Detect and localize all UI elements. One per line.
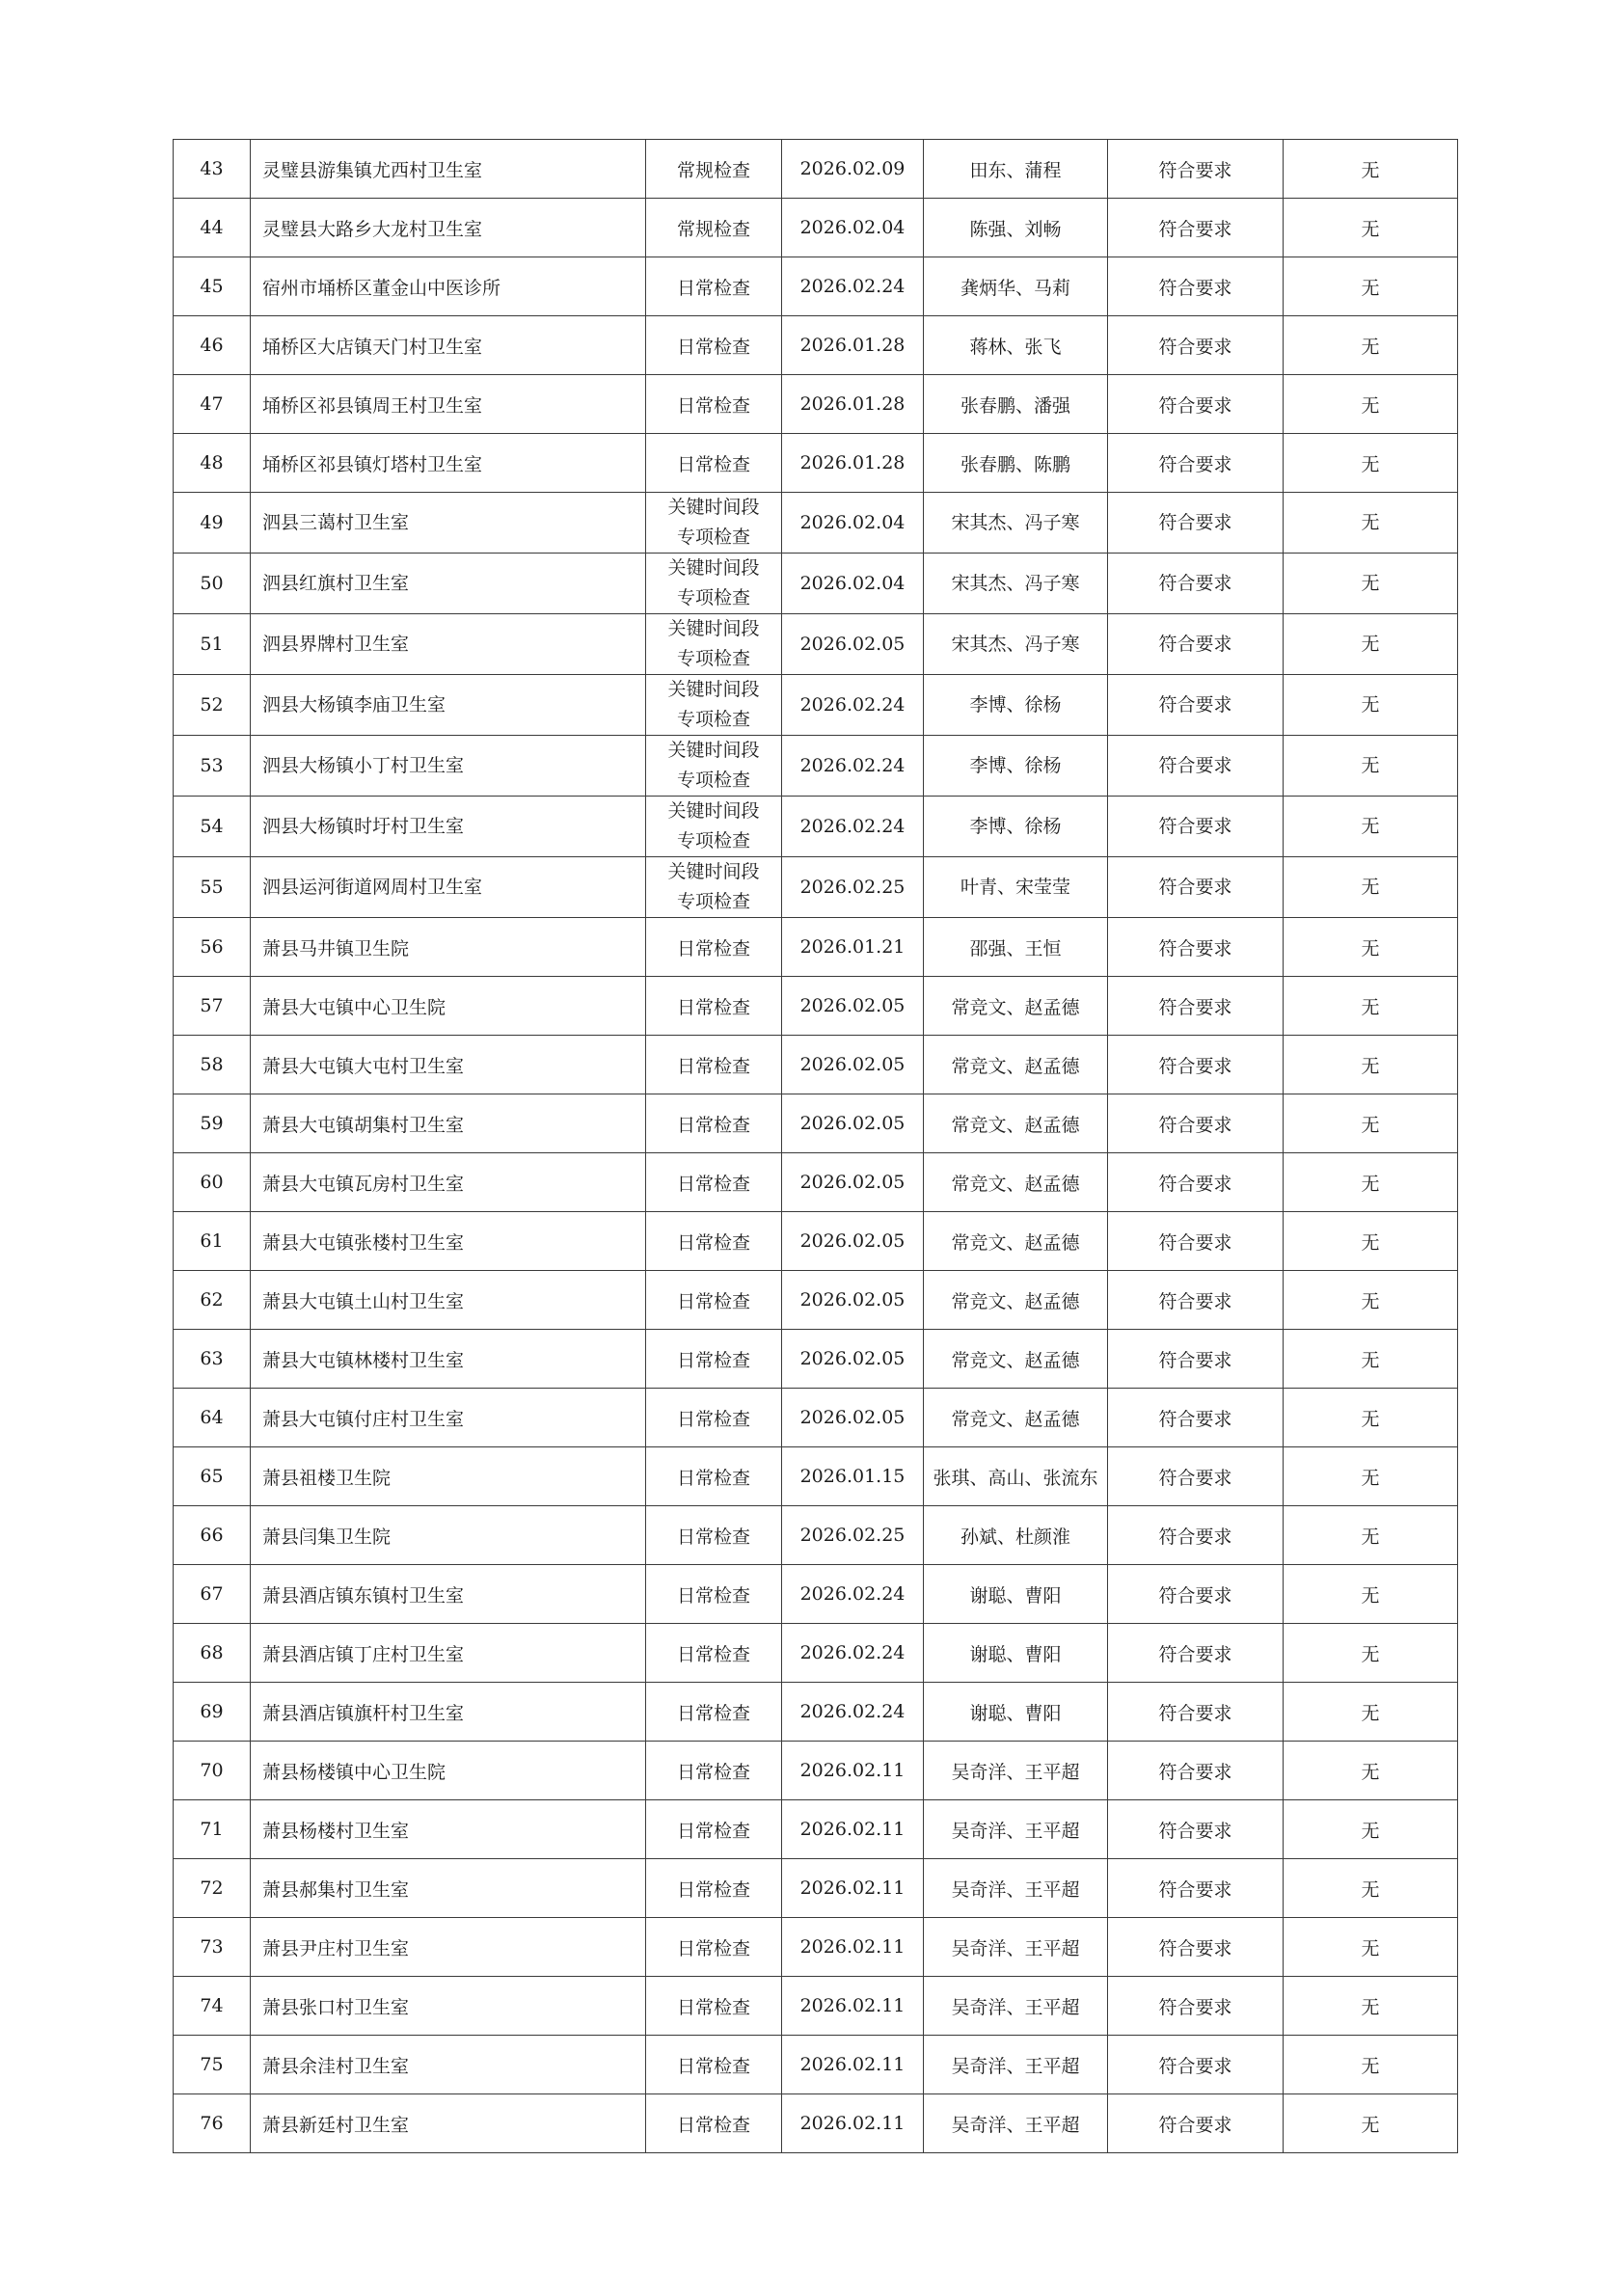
facility-name-cell: 萧县张口村卫生室	[251, 1977, 646, 2036]
inspection-result-cell: 符合要求	[1108, 1330, 1284, 1389]
remark-cell: 无	[1284, 493, 1458, 554]
facility-name-cell: 萧县大屯镇林楼村卫生室	[251, 1330, 646, 1389]
inspection-date-cell: 2026.02.24	[782, 797, 924, 857]
inspection-date-cell: 2026.01.28	[782, 434, 924, 493]
inspection-type-cell: 常规检查	[646, 199, 782, 257]
facility-name-cell: 萧县大屯镇土山村卫生室	[251, 1271, 646, 1330]
inspection-result-cell: 符合要求	[1108, 1271, 1284, 1330]
table-row	[174, 857, 1458, 918]
table-row	[174, 736, 1458, 797]
inspectors-cell: 常竞文、赵孟德	[924, 977, 1108, 1036]
inspection-type-cell: 日常检查	[646, 1565, 782, 1624]
inspection-result-cell: 符合要求	[1108, 1918, 1284, 1977]
row-number-cell: 71	[174, 1800, 251, 1859]
table-row	[174, 977, 1458, 1036]
inspection-result-cell: 符合要求	[1108, 2036, 1284, 2094]
inspection-type-cell: 关键时间段 专项检查	[646, 797, 782, 857]
inspection-type-cell: 日常检查	[646, 977, 782, 1036]
inspection-type-cell: 日常检查	[646, 316, 782, 375]
inspectors-cell: 常竞文、赵孟德	[924, 1153, 1108, 1212]
inspection-type-cell: 关键时间段 专项检查	[646, 675, 782, 736]
inspection-type-cell: 日常检查	[646, 1683, 782, 1742]
inspection-date-cell: 2026.02.11	[782, 2094, 924, 2153]
inspection-date-cell: 2026.02.24	[782, 1624, 924, 1683]
table-row	[174, 1389, 1458, 1447]
facility-name-cell: 萧县酒店镇旗杆村卫生室	[251, 1683, 646, 1742]
inspection-date-cell: 2026.01.15	[782, 1447, 924, 1506]
row-number-cell: 75	[174, 2036, 251, 2094]
facility-name-cell: 萧县大屯镇胡集村卫生室	[251, 1094, 646, 1153]
remark-cell: 无	[1284, 1153, 1458, 1212]
inspection-type-cell: 日常检查	[646, 1330, 782, 1389]
facility-name-cell: 灵璧县游集镇尤西村卫生室	[251, 140, 646, 199]
inspection-date-cell: 2026.02.05	[782, 1094, 924, 1153]
inspection-result-cell: 符合要求	[1108, 316, 1284, 375]
remark-cell: 无	[1284, 1212, 1458, 1271]
inspectors-cell: 常竞文、赵孟德	[924, 1389, 1108, 1447]
remark-cell: 无	[1284, 1330, 1458, 1389]
row-number-cell: 55	[174, 857, 251, 918]
row-number-cell: 72	[174, 1859, 251, 1918]
inspection-date-cell: 2026.02.04	[782, 493, 924, 554]
row-number-cell: 50	[174, 554, 251, 614]
remark-cell: 无	[1284, 1918, 1458, 1977]
facility-name-cell: 埇桥区大店镇天门村卫生室	[251, 316, 646, 375]
table-row	[174, 1036, 1458, 1094]
remark-cell: 无	[1284, 857, 1458, 918]
table-row	[174, 918, 1458, 977]
facility-name-cell: 萧县大屯镇中心卫生院	[251, 977, 646, 1036]
table-row	[174, 1742, 1458, 1800]
table-row	[174, 1683, 1458, 1742]
row-number-cell: 46	[174, 316, 251, 375]
inspectors-cell: 吴奇洋、王平超	[924, 1918, 1108, 1977]
inspection-result-cell: 符合要求	[1108, 977, 1284, 1036]
table-row	[174, 1800, 1458, 1859]
inspection-type-cell: 日常检查	[646, 918, 782, 977]
inspection-date-cell: 2026.01.21	[782, 918, 924, 977]
remark-cell: 无	[1284, 554, 1458, 614]
table-row	[174, 1330, 1458, 1389]
inspection-result-cell: 符合要求	[1108, 1212, 1284, 1271]
inspection-result-cell: 符合要求	[1108, 736, 1284, 797]
table-row	[174, 1212, 1458, 1271]
remark-cell: 无	[1284, 1565, 1458, 1624]
inspection-result-cell: 符合要求	[1108, 675, 1284, 736]
inspection-type-cell: 关键时间段 专项检查	[646, 493, 782, 554]
inspection-date-cell: 2026.02.11	[782, 1859, 924, 1918]
inspection-type-cell: 日常检查	[646, 257, 782, 316]
inspectors-cell: 吴奇洋、王平超	[924, 2094, 1108, 2153]
table-row	[174, 199, 1458, 257]
inspection-date-cell: 2026.02.05	[782, 1036, 924, 1094]
row-number-cell: 56	[174, 918, 251, 977]
facility-name-cell: 泗县大杨镇时圩村卫生室	[251, 797, 646, 857]
table-row	[174, 554, 1458, 614]
row-number-cell: 67	[174, 1565, 251, 1624]
inspectors-cell: 吴奇洋、王平超	[924, 1859, 1108, 1918]
inspectors-cell: 常竞文、赵孟德	[924, 1094, 1108, 1153]
remark-cell: 无	[1284, 1683, 1458, 1742]
inspection-result-cell: 符合要求	[1108, 1506, 1284, 1565]
inspection-type-cell: 日常检查	[646, 1859, 782, 1918]
inspectors-cell: 李博、徐杨	[924, 736, 1108, 797]
facility-name-cell: 萧县杨楼村卫生室	[251, 1800, 646, 1859]
remark-cell: 无	[1284, 199, 1458, 257]
inspection-type-cell: 日常检查	[646, 1918, 782, 1977]
inspectors-cell: 谢聪、曹阳	[924, 1565, 1108, 1624]
row-number-cell: 47	[174, 375, 251, 434]
inspectors-cell: 宋其杰、冯子寒	[924, 493, 1108, 554]
remark-cell: 无	[1284, 1977, 1458, 2036]
row-number-cell: 62	[174, 1271, 251, 1330]
remark-cell: 无	[1284, 1271, 1458, 1330]
remark-cell: 无	[1284, 375, 1458, 434]
inspectors-cell: 张春鹏、陈鹏	[924, 434, 1108, 493]
row-number-cell: 48	[174, 434, 251, 493]
table-row	[174, 375, 1458, 434]
inspection-type-cell: 日常检查	[646, 1094, 782, 1153]
remark-cell: 无	[1284, 675, 1458, 736]
inspection-date-cell: 2026.02.09	[782, 140, 924, 199]
inspection-result-cell: 符合要求	[1108, 1742, 1284, 1800]
inspection-result-cell: 符合要求	[1108, 493, 1284, 554]
inspection-date-cell: 2026.02.11	[782, 1742, 924, 1800]
remark-cell: 无	[1284, 316, 1458, 375]
table-row	[174, 316, 1458, 375]
facility-name-cell: 泗县红旗村卫生室	[251, 554, 646, 614]
inspection-date-cell: 2026.02.04	[782, 199, 924, 257]
table-row	[174, 1565, 1458, 1624]
inspection-result-cell: 符合要求	[1108, 257, 1284, 316]
table-row	[174, 1918, 1458, 1977]
table-row	[174, 2036, 1458, 2094]
inspectors-cell: 张春鹏、潘强	[924, 375, 1108, 434]
inspectors-cell: 蒋林、张飞	[924, 316, 1108, 375]
inspection-result-cell: 符合要求	[1108, 614, 1284, 675]
remark-cell: 无	[1284, 1742, 1458, 1800]
remark-cell: 无	[1284, 797, 1458, 857]
row-number-cell: 45	[174, 257, 251, 316]
inspection-type-cell: 日常检查	[646, 375, 782, 434]
inspection-date-cell: 2026.02.25	[782, 1506, 924, 1565]
inspectors-cell: 宋其杰、冯子寒	[924, 614, 1108, 675]
row-number-cell: 73	[174, 1918, 251, 1977]
inspectors-cell: 孙斌、杜颜淮	[924, 1506, 1108, 1565]
inspection-result-cell: 符合要求	[1108, 1389, 1284, 1447]
facility-name-cell: 萧县酒店镇东镇村卫生室	[251, 1565, 646, 1624]
inspection-result-cell: 符合要求	[1108, 1565, 1284, 1624]
inspectors-cell: 常竞文、赵孟德	[924, 1212, 1108, 1271]
inspection-result-cell: 符合要求	[1108, 857, 1284, 918]
inspection-date-cell: 2026.02.24	[782, 736, 924, 797]
inspection-date-cell: 2026.02.24	[782, 1565, 924, 1624]
row-number-cell: 51	[174, 614, 251, 675]
facility-name-cell: 萧县大屯镇张楼村卫生室	[251, 1212, 646, 1271]
inspection-type-cell: 关键时间段 专项检查	[646, 554, 782, 614]
inspection-result-cell: 符合要求	[1108, 1447, 1284, 1506]
inspection-type-cell: 日常检查	[646, 1742, 782, 1800]
remark-cell: 无	[1284, 434, 1458, 493]
inspection-date-cell: 2026.02.05	[782, 1271, 924, 1330]
facility-name-cell: 萧县杨楼镇中心卫生院	[251, 1742, 646, 1800]
facility-name-cell: 萧县酒店镇丁庄村卫生室	[251, 1624, 646, 1683]
inspectors-cell: 叶青、宋莹莹	[924, 857, 1108, 918]
inspectors-cell: 邵强、王恒	[924, 918, 1108, 977]
inspection-result-cell: 符合要求	[1108, 554, 1284, 614]
table-row	[174, 675, 1458, 736]
table-row	[174, 1447, 1458, 1506]
inspectors-cell: 李博、徐杨	[924, 797, 1108, 857]
table-row	[174, 1977, 1458, 2036]
inspectors-cell: 常竞文、赵孟德	[924, 1036, 1108, 1094]
inspectors-cell: 谢聪、曹阳	[924, 1683, 1108, 1742]
remark-cell: 无	[1284, 1094, 1458, 1153]
row-number-cell: 43	[174, 140, 251, 199]
facility-name-cell: 泗县三蔼村卫生室	[251, 493, 646, 554]
facility-name-cell: 萧县郝集村卫生室	[251, 1859, 646, 1918]
facility-name-cell: 萧县尹庄村卫生室	[251, 1918, 646, 1977]
remark-cell: 无	[1284, 140, 1458, 199]
inspection-result-cell: 符合要求	[1108, 1624, 1284, 1683]
inspection-type-cell: 关键时间段 专项检查	[646, 614, 782, 675]
facility-name-cell: 萧县闫集卫生院	[251, 1506, 646, 1565]
table-row	[174, 1271, 1458, 1330]
inspectors-cell: 陈强、刘畅	[924, 199, 1108, 257]
row-number-cell: 65	[174, 1447, 251, 1506]
table-row	[174, 1624, 1458, 1683]
facility-name-cell: 萧县大屯镇付庄村卫生室	[251, 1389, 646, 1447]
remark-cell: 无	[1284, 2094, 1458, 2153]
remark-cell: 无	[1284, 1447, 1458, 1506]
facility-name-cell: 泗县运河街道网周村卫生室	[251, 857, 646, 918]
inspection-result-cell: 符合要求	[1108, 797, 1284, 857]
table-row	[174, 1094, 1458, 1153]
remark-cell: 无	[1284, 977, 1458, 1036]
inspection-result-cell: 符合要求	[1108, 1036, 1284, 1094]
inspection-type-cell: 常规检查	[646, 140, 782, 199]
table-row	[174, 2094, 1458, 2153]
inspection-date-cell: 2026.02.11	[782, 2036, 924, 2094]
facility-name-cell: 埇桥区祁县镇灯塔村卫生室	[251, 434, 646, 493]
facility-name-cell: 萧县大屯镇瓦房村卫生室	[251, 1153, 646, 1212]
row-number-cell: 66	[174, 1506, 251, 1565]
inspection-date-cell: 2026.02.05	[782, 1212, 924, 1271]
remark-cell: 无	[1284, 257, 1458, 316]
facility-name-cell: 泗县大杨镇小丁村卫生室	[251, 736, 646, 797]
row-number-cell: 59	[174, 1094, 251, 1153]
remark-cell: 无	[1284, 1859, 1458, 1918]
row-number-cell: 57	[174, 977, 251, 1036]
inspection-table	[173, 139, 1458, 2153]
inspection-result-cell: 符合要求	[1108, 1153, 1284, 1212]
inspectors-cell: 吴奇洋、王平超	[924, 1977, 1108, 2036]
inspection-result-cell: 符合要求	[1108, 375, 1284, 434]
facility-name-cell: 埇桥区祁县镇周王村卫生室	[251, 375, 646, 434]
remark-cell: 无	[1284, 1036, 1458, 1094]
inspection-type-cell: 日常检查	[646, 1977, 782, 2036]
inspection-type-cell: 日常检查	[646, 1271, 782, 1330]
remark-cell: 无	[1284, 1506, 1458, 1565]
remark-cell: 无	[1284, 736, 1458, 797]
inspectors-cell: 李博、徐杨	[924, 675, 1108, 736]
inspection-date-cell: 2026.02.05	[782, 1330, 924, 1389]
inspectors-cell: 谢聪、曹阳	[924, 1624, 1108, 1683]
inspection-result-cell: 符合要求	[1108, 2094, 1284, 2153]
row-number-cell: 58	[174, 1036, 251, 1094]
remark-cell: 无	[1284, 2036, 1458, 2094]
inspection-result-cell: 符合要求	[1108, 140, 1284, 199]
inspection-date-cell: 2026.02.25	[782, 857, 924, 918]
table-row	[174, 140, 1458, 199]
facility-name-cell: 灵璧县大路乡大龙村卫生室	[251, 199, 646, 257]
row-number-cell: 69	[174, 1683, 251, 1742]
table-row	[174, 1153, 1458, 1212]
table-body	[174, 140, 1458, 2153]
inspection-result-cell: 符合要求	[1108, 1094, 1284, 1153]
inspection-type-cell: 关键时间段 专项检查	[646, 736, 782, 797]
table-row	[174, 1859, 1458, 1918]
inspection-result-cell: 符合要求	[1108, 199, 1284, 257]
inspection-date-cell: 2026.02.05	[782, 1389, 924, 1447]
inspection-date-cell: 2026.02.24	[782, 675, 924, 736]
facility-name-cell: 宿州市埇桥区董金山中医诊所	[251, 257, 646, 316]
inspection-date-cell: 2026.02.11	[782, 1918, 924, 1977]
table-row	[174, 797, 1458, 857]
inspection-result-cell: 符合要求	[1108, 1800, 1284, 1859]
inspection-date-cell: 2026.01.28	[782, 316, 924, 375]
inspection-type-cell: 日常检查	[646, 1624, 782, 1683]
inspection-result-cell: 符合要求	[1108, 918, 1284, 977]
row-number-cell: 70	[174, 1742, 251, 1800]
facility-name-cell: 萧县马井镇卫生院	[251, 918, 646, 977]
table-row	[174, 257, 1458, 316]
row-number-cell: 44	[174, 199, 251, 257]
inspection-result-cell: 符合要求	[1108, 1683, 1284, 1742]
row-number-cell: 49	[174, 493, 251, 554]
table-row	[174, 434, 1458, 493]
inspection-date-cell: 2026.02.24	[782, 257, 924, 316]
facility-name-cell: 萧县新廷村卫生室	[251, 2094, 646, 2153]
row-number-cell: 68	[174, 1624, 251, 1683]
inspection-type-cell: 日常检查	[646, 1506, 782, 1565]
row-number-cell: 76	[174, 2094, 251, 2153]
inspection-date-cell: 2026.02.05	[782, 977, 924, 1036]
inspection-date-cell: 2026.02.24	[782, 1683, 924, 1742]
inspection-type-cell: 日常检查	[646, 2036, 782, 2094]
facility-name-cell: 泗县大杨镇李庙卫生室	[251, 675, 646, 736]
inspection-date-cell: 2026.02.11	[782, 1800, 924, 1859]
inspection-result-cell: 符合要求	[1108, 1977, 1284, 2036]
inspectors-cell: 宋其杰、冯子寒	[924, 554, 1108, 614]
row-number-cell: 54	[174, 797, 251, 857]
remark-cell: 无	[1284, 918, 1458, 977]
inspectors-cell: 吴奇洋、王平超	[924, 1800, 1108, 1859]
inspectors-cell: 吴奇洋、王平超	[924, 1742, 1108, 1800]
inspection-date-cell: 2026.02.05	[782, 614, 924, 675]
facility-name-cell: 萧县余洼村卫生室	[251, 2036, 646, 2094]
inspection-type-cell: 日常检查	[646, 434, 782, 493]
inspection-type-cell: 日常检查	[646, 1153, 782, 1212]
inspection-date-cell: 2026.01.28	[782, 375, 924, 434]
remark-cell: 无	[1284, 1624, 1458, 1683]
inspection-type-cell: 日常检查	[646, 1389, 782, 1447]
row-number-cell: 61	[174, 1212, 251, 1271]
row-number-cell: 60	[174, 1153, 251, 1212]
table-row	[174, 493, 1458, 554]
row-number-cell: 74	[174, 1977, 251, 2036]
inspection-result-cell: 符合要求	[1108, 434, 1284, 493]
inspection-type-cell: 日常检查	[646, 1212, 782, 1271]
inspectors-cell: 吴奇洋、王平超	[924, 2036, 1108, 2094]
inspection-type-cell: 日常检查	[646, 1036, 782, 1094]
inspection-type-cell: 关键时间段 专项检查	[646, 857, 782, 918]
inspection-date-cell: 2026.02.11	[782, 1977, 924, 2036]
inspection-type-cell: 日常检查	[646, 1447, 782, 1506]
table-row	[174, 1506, 1458, 1565]
inspectors-cell: 常竞文、赵孟德	[924, 1271, 1108, 1330]
remark-cell: 无	[1284, 1800, 1458, 1859]
facility-name-cell: 萧县祖楼卫生院	[251, 1447, 646, 1506]
inspection-date-cell: 2026.02.04	[782, 554, 924, 614]
inspectors-cell: 田东、蒲程	[924, 140, 1108, 199]
row-number-cell: 64	[174, 1389, 251, 1447]
facility-name-cell: 萧县大屯镇大屯村卫生室	[251, 1036, 646, 1094]
table-row	[174, 614, 1458, 675]
remark-cell: 无	[1284, 614, 1458, 675]
inspectors-cell: 龚炳华、马莉	[924, 257, 1108, 316]
inspection-date-cell: 2026.02.05	[782, 1153, 924, 1212]
inspectors-cell: 张琪、高山、张流东	[924, 1447, 1108, 1506]
inspection-type-cell: 日常检查	[646, 1800, 782, 1859]
facility-name-cell: 泗县界牌村卫生室	[251, 614, 646, 675]
row-number-cell: 53	[174, 736, 251, 797]
inspection-result-cell: 符合要求	[1108, 1859, 1284, 1918]
inspection-type-cell: 日常检查	[646, 2094, 782, 2153]
row-number-cell: 63	[174, 1330, 251, 1389]
row-number-cell: 52	[174, 675, 251, 736]
inspectors-cell: 常竞文、赵孟德	[924, 1330, 1108, 1389]
remark-cell: 无	[1284, 1389, 1458, 1447]
